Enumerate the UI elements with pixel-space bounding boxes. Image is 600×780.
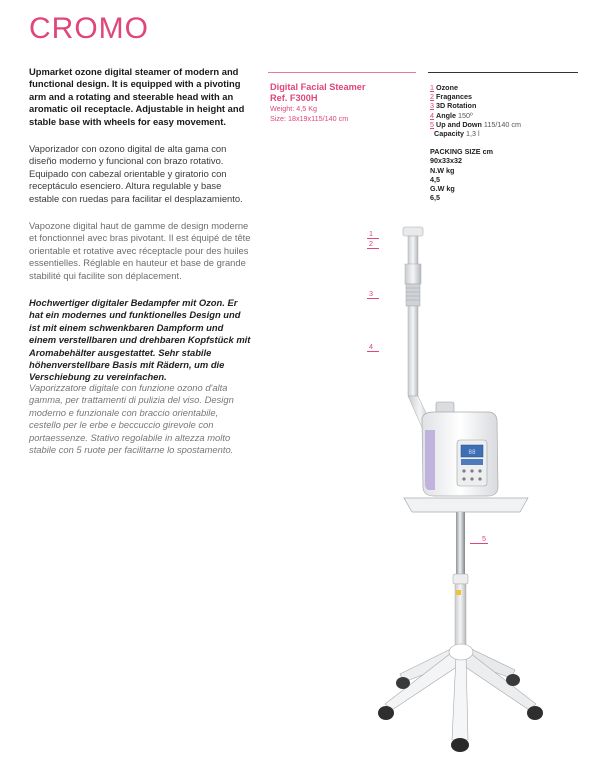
spec-number: 2 bbox=[430, 92, 434, 102]
packing-nw-value: 4,5 bbox=[430, 174, 440, 184]
spec-number: 3 bbox=[430, 101, 434, 111]
description-it: Vaporizzatore digitale con funzione ozono d'alta gamma, per trattamenti di pulizia del viso. Design moderno e funzionale con braccio orientabile, cestello per le erbe e beccuccio girevole con portaessenze. Stativo regolabile in altezza molto stabile con 5 ruote per facilitarne lo spostamento. bbox=[29, 382, 234, 456]
packing-gw-label: G.W kg bbox=[430, 184, 455, 194]
spec-number: 5 bbox=[430, 119, 434, 129]
control-button bbox=[478, 469, 481, 472]
spec-value: 150º bbox=[457, 110, 473, 120]
spec-label: Up and Down bbox=[436, 119, 482, 129]
product-divider bbox=[268, 72, 416, 73]
spec-label: Fragances bbox=[436, 92, 472, 102]
spec-number: 4 bbox=[430, 110, 434, 120]
capacity-value: 1,3 l bbox=[465, 129, 480, 139]
steamer-body bbox=[422, 402, 498, 496]
height-pole bbox=[453, 512, 468, 646]
callout-1: 1 bbox=[369, 229, 373, 238]
packing-nw-label: N.W kg bbox=[430, 165, 455, 175]
pivot-arm bbox=[405, 264, 432, 432]
product-size: Size: 18x19x115/140 cm bbox=[270, 113, 349, 123]
control-button bbox=[478, 477, 481, 480]
callout-2: 2 bbox=[369, 239, 373, 248]
product-info bbox=[270, 82, 410, 123]
callout-4: 4 bbox=[369, 342, 373, 351]
star-base bbox=[385, 644, 536, 740]
description-de: Hochwertiger digitaler Bedampfer mit Ozon. Er hat ein modernes und funktionelles Design und ist mit einem schwenkbaren Dampform und einem verstellbaren und drehbaren Kopfstück mit Aromabehälter ausgestattet. Sehr stabile höhenverstellbare Basis mit Rädern, um die Verschiebung zu vereinfachen. bbox=[29, 297, 251, 383]
steamer-illustration bbox=[340, 215, 580, 760]
spec-item bbox=[430, 120, 580, 129]
callout-3: 3 bbox=[369, 289, 373, 298]
control-button bbox=[470, 477, 473, 480]
capacity-label: Capacity bbox=[434, 129, 464, 139]
spec-list bbox=[430, 83, 580, 202]
display-readout: 88 bbox=[468, 449, 476, 456]
spec-number: 1 bbox=[430, 83, 434, 92]
product-weight: Weight: 4,5 Kg bbox=[270, 104, 318, 113]
specs-divider bbox=[428, 72, 578, 73]
product-ref: Ref. F300H bbox=[270, 93, 318, 103]
spec-item bbox=[430, 111, 580, 120]
spec-label: Angle bbox=[436, 110, 456, 120]
packing-title: PACKING SIZE cm bbox=[430, 147, 493, 157]
brand-title: CROMO bbox=[29, 12, 149, 45]
tray bbox=[404, 498, 528, 512]
nozzle-head bbox=[403, 227, 423, 266]
spec-value: 115/140 cm bbox=[483, 119, 521, 129]
spec-item bbox=[430, 83, 580, 92]
product-name: Digital Facial Steamer bbox=[270, 82, 366, 92]
capacity-row bbox=[430, 129, 580, 138]
spec-item bbox=[430, 101, 580, 110]
packing-size: 90x33x32 bbox=[430, 156, 462, 166]
packing-gw-value: 6,5 bbox=[430, 193, 440, 203]
description-fr: Vapozone digital haut de gamme de design moderne et fonctionnel avec bras pivotant. Il est équipé de tête orientable et rotative avec réceptacle pour des huiles essentielles. Réglable en hauteur et base de grande stabilité qui facilite son déplacement. bbox=[29, 220, 251, 281]
description-es: Vaporizador con ozono digital de alta gama con diseño moderno y funcional con brazo rotativo. Equipado con cabezal orientable y giratorio con receptáculo esenciero. Altura regulable y base estable con ruedas para facilitar el desplazamiento. bbox=[29, 143, 243, 204]
control-button bbox=[462, 469, 465, 472]
spec-item bbox=[430, 92, 580, 101]
callout-5: 5 bbox=[482, 534, 486, 543]
spec-label: 3D Rotation bbox=[436, 101, 477, 111]
control-button bbox=[462, 477, 465, 480]
description-en: Upmarket ozone digital steamer of modern and functional design. It is equipped with a pivoting arm and a rotating and steerable head with an aromatic oil receptacle. Adjustable in height and stable base with wheels for easy movement. bbox=[29, 66, 245, 127]
control-button bbox=[470, 469, 473, 472]
spec-label: Ozone bbox=[436, 83, 458, 92]
